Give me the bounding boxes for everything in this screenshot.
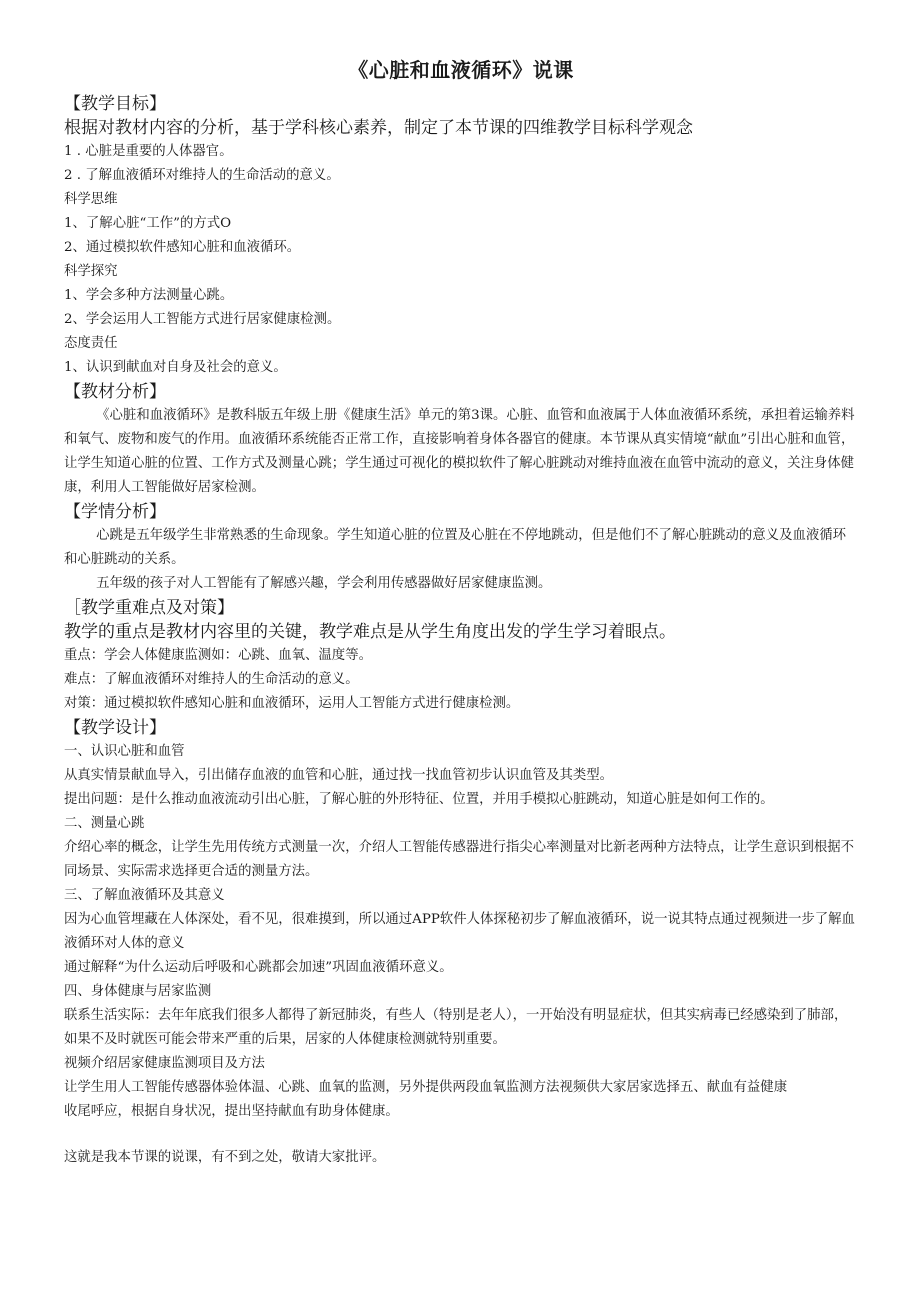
document-page [64,52,858,1170]
section-heading-textbook: 【教材分析】 [64,382,166,402]
list-item: 重点：学会人体健康监测如：心跳、血氧、温度等。 [64,648,372,663]
design-step-heading: 二、测量心跳 [64,816,145,831]
list-item: 2 . 了解血液循环对维持人的生命活动的意义。 [64,168,340,183]
spacer [64,1124,858,1146]
section-key-points [64,596,858,716]
goals-intro: 根据对教材内容的分析，基于学科核心素养，制定了本节课的四维教学目标科学观念 [64,118,693,138]
students-paragraph: 心跳是五年级学生非常熟悉的生命现象。学生知道心脏的位置及心脏在不停地跳动，但是他们不了解心脏跳动的意义及血液循环和心脏跳动的关系。 [64,528,847,567]
subheading-thinking: 科学思维 [64,192,118,207]
section-student-analysis [64,500,858,596]
list-item: 1、学会多种方法测量心跳。 [64,288,234,303]
section-heading-keypoints: ［教学重难点及对策】 [64,598,234,618]
section-teaching-goals [64,92,858,380]
design-paragraph: 因为心血管埋藏在人体深处，看不见，很难摸到，所以通过APP软件人体探秘初步了解血液循环，说一说其特点通过视频进一步了解血液循环对人体的意义 [64,912,855,951]
design-step-heading: 三、了解血液循环及其意义 [64,888,225,903]
design-paragraph: 视频介绍居家健康监测项目及方法 [64,1056,265,1071]
textbook-paragraph: 《心脏和血液循环》是教科版五年级上册《健康生活》单元的第3课。心脏、血管和血液属于人体血液循环系统，承担着运输养料和氧气、废物和废气的作用。血液循环系统能否正常工作，直接影响着身体各器官的健康。本节课从真实情境“献血”引出心脏和血管，让学生知道心脏的位置、工作方式及测量心跳；学生通过可视化的模拟软件了解心脏跳动对维持血液在血管中流动的意义，关注身体健康，利用人工智能做好居家检测。 [64,408,855,495]
design-paragraph: 介绍心率的概念，让学生先用传统方式测量一次，介绍人工智能传感器进行指尖心率测量对比新老两种方法特点，让学生意识到根据不同场景、实际需求选择更合适的测量方法。 [64,840,855,879]
keypoints-intro: 教学的重点是教材内容里的关键，教学难点是从学生角度出发的学生学习着眼点。 [64,622,676,642]
design-paragraph: 提出问题：是什么推动血液流动引出心脏，了解心脏的外形特征、位置，并用手模拟心脏跳动，知道心脏是如何工作的。 [64,792,774,807]
list-item: 2、通过模拟软件感知心脏和血液循环。 [64,240,301,255]
design-paragraph: 联系生活实际：去年年底我们很多人都得了新冠肺炎，有些人（特别是老人），一开始没有明显症状，但其实病毒已经感染到了肺部，如果不及时就医可能会带来严重的后果，居家的人体健康检测就特别重要。 [64,1008,848,1047]
list-item: 对策：通过模拟软件感知心脏和血液循环，运用人工智能方式进行健康检测。 [64,696,520,711]
document-title: 《心脏和血液循环》说课 [348,58,574,82]
section-textbook-analysis [64,380,858,500]
closing-remark: 这就是我本节课的说课，有不到之处，敬请大家批评。 [64,1150,386,1165]
design-paragraph: 让学生用人工智能传感器体验体温、心跳、血氧的监测，另外提供两段血氧监测方法视频供大家居家选择五、献血有益健康 [64,1080,788,1095]
subheading-attitude: 态度责任 [64,336,118,351]
section-heading-design: 【教学设计】 [64,718,166,738]
section-heading-goals: 【教学目标】 [64,94,166,114]
list-item: 难点：了解血液循环对维持人的生命活动的意义。 [64,672,359,687]
section-heading-students: 【学情分析】 [64,502,166,522]
list-item: 1 . 心脏是重要的人体器官。 [64,144,233,159]
list-item: 1、了解心脏“工作”的方式O [64,216,232,231]
list-item: 1、认识到献血对自身及社会的意义。 [64,360,287,375]
subheading-inquiry: 科学探究 [64,264,118,279]
design-paragraph: 收尾呼应，根据自身状况，提出坚持献血有助身体健康。 [64,1104,399,1119]
design-paragraph: 从真实情景献血导入，引出储存血液的血管和心脏，通过找一找血管初步认识血管及其类型。 [64,768,614,783]
students-paragraph: 五年级的孩子对人工智能有了解感兴趣，学会利用传感器做好居家健康监测。 [96,576,552,591]
design-paragraph: 通过解释“为什么运动后呼吸和心跳都会加速”巩固血液循环意义。 [64,960,453,975]
list-item: 2、学会运用人工智能方式进行居家健康检测。 [64,312,341,327]
design-step-heading: 一、认识心脏和血管 [64,744,185,759]
section-teaching-design [64,716,858,1124]
design-step-heading: 四、身体健康与居家监测 [64,984,212,999]
